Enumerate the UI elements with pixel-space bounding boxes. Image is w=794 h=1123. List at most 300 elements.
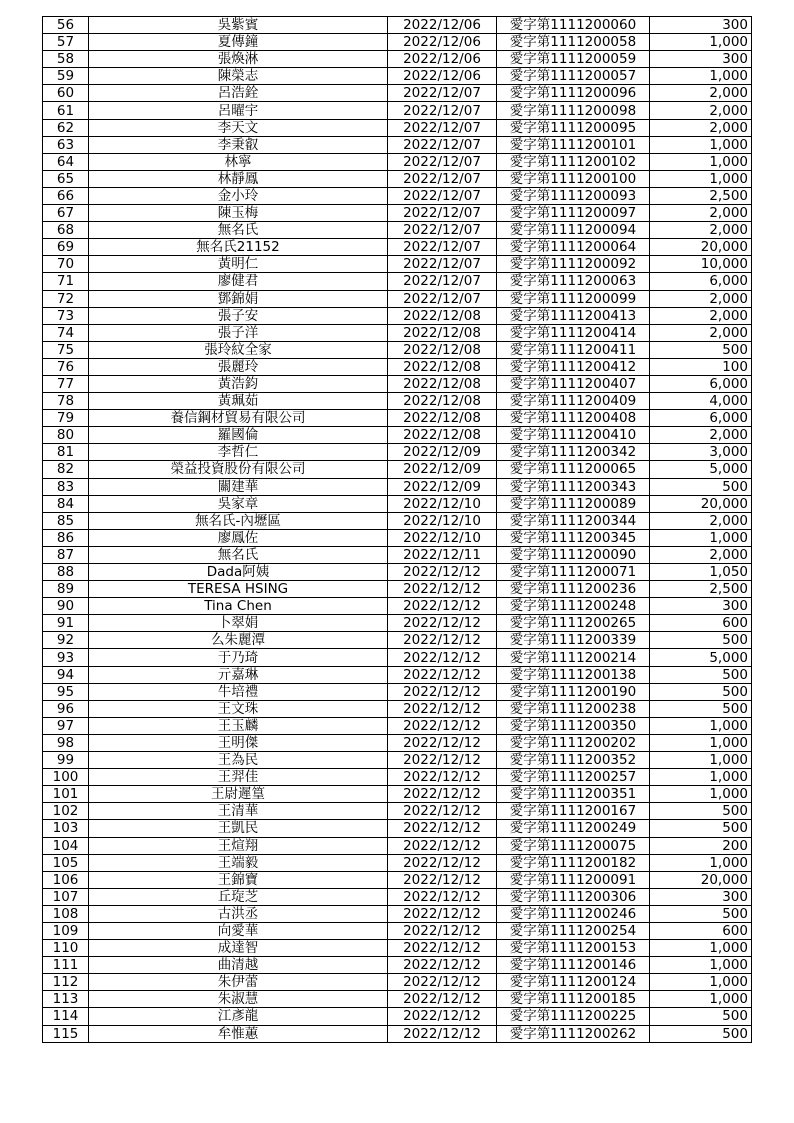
donation-date-cell: 2022/12/12 <box>388 871 497 888</box>
receipt-number-cell: 愛字第1111200407 <box>497 375 650 392</box>
table-row <box>43 683 752 700</box>
row-number-cell: 65 <box>43 170 89 187</box>
donor-name-cell: 陳榮志 <box>89 68 388 85</box>
receipt-number-cell: 愛字第1111200097 <box>497 205 650 222</box>
donation-date-cell: 2022/12/12 <box>388 752 497 769</box>
row-number-cell: 106 <box>43 871 89 888</box>
donor-name-cell: 李秉叡 <box>89 136 388 153</box>
donation-date-cell: 2022/12/12 <box>388 957 497 974</box>
receipt-number-cell: 愛字第1111200102 <box>497 153 650 170</box>
donation-date-cell: 2022/12/12 <box>388 1008 497 1025</box>
amount-cell: 2,000 <box>650 546 752 563</box>
donor-name-cell: 羅國倫 <box>89 427 388 444</box>
receipt-number-cell: 愛字第1111200075 <box>497 837 650 854</box>
donor-name-cell: 吳家章 <box>89 495 388 512</box>
amount-cell: 1,000 <box>650 136 752 153</box>
donor-name-cell: 江彥龍 <box>89 1008 388 1025</box>
amount-cell: 500 <box>650 683 752 700</box>
donation-date-cell: 2022/12/07 <box>388 239 497 256</box>
donation-date-cell: 2022/12/08 <box>388 307 497 324</box>
amount-cell: 5,000 <box>650 649 752 666</box>
receipt-number-cell: 愛字第1111200246 <box>497 905 650 922</box>
table-row <box>43 1025 752 1042</box>
donor-name-cell: 吳紫賓 <box>89 17 388 34</box>
row-number-cell: 109 <box>43 922 89 939</box>
amount-cell: 600 <box>650 615 752 632</box>
donation-list-sheet <box>42 16 752 1043</box>
amount-cell: 300 <box>650 598 752 615</box>
row-number-cell: 82 <box>43 461 89 478</box>
receipt-number-cell: 愛字第1111200350 <box>497 717 650 734</box>
table-row <box>43 307 752 324</box>
table-row <box>43 222 752 239</box>
donation-date-cell: 2022/12/12 <box>388 905 497 922</box>
donation-date-cell: 2022/12/12 <box>388 717 497 734</box>
donor-name-cell: 林寧 <box>89 153 388 170</box>
donation-table-body <box>43 17 752 1043</box>
row-number-cell: 85 <box>43 512 89 529</box>
table-row <box>43 734 752 751</box>
donor-name-cell: 張麗玲 <box>89 358 388 375</box>
row-number-cell: 77 <box>43 375 89 392</box>
table-row <box>43 358 752 375</box>
receipt-number-cell: 愛字第1111200238 <box>497 700 650 717</box>
row-number-cell: 105 <box>43 854 89 871</box>
table-row <box>43 427 752 444</box>
amount-cell: 500 <box>650 700 752 717</box>
receipt-number-cell: 愛字第1111200225 <box>497 1008 650 1025</box>
receipt-number-cell: 愛字第1111200167 <box>497 803 650 820</box>
row-number-cell: 90 <box>43 598 89 615</box>
table-row <box>43 51 752 68</box>
receipt-number-cell: 愛字第1111200182 <box>497 854 650 871</box>
amount-cell: 20,000 <box>650 871 752 888</box>
row-number-cell: 84 <box>43 495 89 512</box>
table-row <box>43 957 752 974</box>
amount-cell: 300 <box>650 51 752 68</box>
donor-name-cell: 王羿佳 <box>89 769 388 786</box>
donation-date-cell: 2022/12/07 <box>388 273 497 290</box>
row-number-cell: 104 <box>43 837 89 854</box>
donation-date-cell: 2022/12/09 <box>388 444 497 461</box>
row-number-cell: 60 <box>43 85 89 102</box>
table-row <box>43 273 752 290</box>
donor-name-cell: 王端毅 <box>89 854 388 871</box>
receipt-number-cell: 愛字第1111200343 <box>497 478 650 495</box>
table-row <box>43 256 752 273</box>
donation-date-cell: 2022/12/08 <box>388 393 497 410</box>
receipt-number-cell: 愛字第1111200408 <box>497 410 650 427</box>
table-row <box>43 854 752 871</box>
table-row <box>43 461 752 478</box>
amount-cell: 2,000 <box>650 205 752 222</box>
donation-date-cell: 2022/12/06 <box>388 68 497 85</box>
row-number-cell: 108 <box>43 905 89 922</box>
table-row <box>43 752 752 769</box>
amount-cell: 500 <box>650 632 752 649</box>
amount-cell: 2,500 <box>650 581 752 598</box>
donor-name-cell: 林靜鳳 <box>89 170 388 187</box>
donation-date-cell: 2022/12/07 <box>388 119 497 136</box>
row-number-cell: 91 <box>43 615 89 632</box>
amount-cell: 200 <box>650 837 752 854</box>
amount-cell: 1,000 <box>650 34 752 51</box>
receipt-number-cell: 愛字第1111200089 <box>497 495 650 512</box>
donation-date-cell: 2022/12/10 <box>388 495 497 512</box>
receipt-number-cell: 愛字第1111200064 <box>497 239 650 256</box>
table-row <box>43 940 752 957</box>
row-number-cell: 67 <box>43 205 89 222</box>
donation-date-cell: 2022/12/12 <box>388 837 497 854</box>
donation-date-cell: 2022/12/07 <box>388 290 497 307</box>
donor-name-cell: 王清華 <box>89 803 388 820</box>
row-number-cell: 70 <box>43 256 89 273</box>
donation-date-cell: 2022/12/08 <box>388 324 497 341</box>
donation-date-cell: 2022/12/12 <box>388 888 497 905</box>
amount-cell: 6,000 <box>650 410 752 427</box>
row-number-cell: 115 <box>43 1025 89 1042</box>
table-row <box>43 922 752 939</box>
row-number-cell: 81 <box>43 444 89 461</box>
receipt-number-cell: 愛字第1111200344 <box>497 512 650 529</box>
donor-name-cell: 夏傳鐘 <box>89 34 388 51</box>
donation-date-cell: 2022/12/08 <box>388 341 497 358</box>
donor-name-cell: 么朱麗潭 <box>89 632 388 649</box>
table-row <box>43 17 752 34</box>
row-number-cell: 56 <box>43 17 89 34</box>
row-number-cell: 97 <box>43 717 89 734</box>
row-number-cell: 95 <box>43 683 89 700</box>
amount-cell: 2,000 <box>650 102 752 119</box>
donor-name-cell: 朱淑慧 <box>89 991 388 1008</box>
receipt-number-cell: 愛字第1111200138 <box>497 666 650 683</box>
amount-cell: 500 <box>650 478 752 495</box>
donor-name-cell: 金小玲 <box>89 187 388 204</box>
table-row <box>43 837 752 854</box>
amount-cell: 1,000 <box>650 529 752 546</box>
donor-name-cell: 曲清越 <box>89 957 388 974</box>
donor-name-cell: 無名氏 <box>89 222 388 239</box>
receipt-number-cell: 愛字第1111200248 <box>497 598 650 615</box>
amount-cell: 100 <box>650 358 752 375</box>
row-number-cell: 68 <box>43 222 89 239</box>
receipt-number-cell: 愛字第1111200101 <box>497 136 650 153</box>
donation-date-cell: 2022/12/09 <box>388 478 497 495</box>
donation-date-cell: 2022/12/10 <box>388 529 497 546</box>
donation-table <box>42 16 752 1043</box>
donor-name-cell: 王錦寶 <box>89 871 388 888</box>
donor-name-cell: 張煥淋 <box>89 51 388 68</box>
amount-cell: 2,000 <box>650 512 752 529</box>
amount-cell: 1,000 <box>650 153 752 170</box>
donor-name-cell: 李哲仁 <box>89 444 388 461</box>
table-row <box>43 495 752 512</box>
amount-cell: 300 <box>650 888 752 905</box>
receipt-number-cell: 愛字第1111200249 <box>497 820 650 837</box>
row-number-cell: 94 <box>43 666 89 683</box>
row-number-cell: 66 <box>43 187 89 204</box>
receipt-number-cell: 愛字第1111200409 <box>497 393 650 410</box>
donor-name-cell: 王文珠 <box>89 700 388 717</box>
row-number-cell: 75 <box>43 341 89 358</box>
row-number-cell: 114 <box>43 1008 89 1025</box>
table-row <box>43 786 752 803</box>
amount-cell: 1,000 <box>650 957 752 974</box>
amount-cell: 1,000 <box>650 170 752 187</box>
amount-cell: 1,000 <box>650 717 752 734</box>
amount-cell: 2,000 <box>650 290 752 307</box>
row-number-cell: 88 <box>43 564 89 581</box>
donation-date-cell: 2022/12/08 <box>388 375 497 392</box>
donor-name-cell: 朱伊蕾 <box>89 974 388 991</box>
receipt-number-cell: 愛字第1111200096 <box>497 85 650 102</box>
donation-date-cell: 2022/12/12 <box>388 649 497 666</box>
receipt-number-cell: 愛字第1111200100 <box>497 170 650 187</box>
donation-date-cell: 2022/12/07 <box>388 205 497 222</box>
receipt-number-cell: 愛字第1111200124 <box>497 974 650 991</box>
receipt-number-cell: 愛字第1111200146 <box>497 957 650 974</box>
amount-cell: 1,000 <box>650 974 752 991</box>
donor-name-cell: 廖健君 <box>89 273 388 290</box>
table-row <box>43 187 752 204</box>
donation-date-cell: 2022/12/12 <box>388 940 497 957</box>
receipt-number-cell: 愛字第1111200092 <box>497 256 650 273</box>
donation-date-cell: 2022/12/12 <box>388 820 497 837</box>
donation-date-cell: 2022/12/12 <box>388 922 497 939</box>
donation-date-cell: 2022/12/12 <box>388 1025 497 1042</box>
amount-cell: 500 <box>650 1008 752 1025</box>
donation-date-cell: 2022/12/12 <box>388 564 497 581</box>
donor-name-cell: Dada阿姨 <box>89 564 388 581</box>
row-number-cell: 58 <box>43 51 89 68</box>
row-number-cell: 61 <box>43 102 89 119</box>
table-row <box>43 564 752 581</box>
row-number-cell: 86 <box>43 529 89 546</box>
table-row <box>43 974 752 991</box>
donation-date-cell: 2022/12/12 <box>388 734 497 751</box>
amount-cell: 1,000 <box>650 752 752 769</box>
table-row <box>43 598 752 615</box>
receipt-number-cell: 愛字第1111200058 <box>497 34 650 51</box>
donation-date-cell: 2022/12/06 <box>388 34 497 51</box>
row-number-cell: 76 <box>43 358 89 375</box>
receipt-number-cell: 愛字第1111200091 <box>497 871 650 888</box>
receipt-number-cell: 愛字第1111200262 <box>497 1025 650 1042</box>
table-row <box>43 991 752 1008</box>
donor-name-cell: 王玉麟 <box>89 717 388 734</box>
table-row <box>43 717 752 734</box>
amount-cell: 300 <box>650 17 752 34</box>
amount-cell: 5,000 <box>650 461 752 478</box>
row-number-cell: 63 <box>43 136 89 153</box>
table-row <box>43 871 752 888</box>
table-row <box>43 393 752 410</box>
row-number-cell: 103 <box>43 820 89 837</box>
amount-cell: 10,000 <box>650 256 752 273</box>
donation-date-cell: 2022/12/12 <box>388 581 497 598</box>
table-row <box>43 444 752 461</box>
receipt-number-cell: 愛字第1111200265 <box>497 615 650 632</box>
table-row <box>43 85 752 102</box>
table-row <box>43 68 752 85</box>
row-number-cell: 62 <box>43 119 89 136</box>
table-row <box>43 324 752 341</box>
receipt-number-cell: 愛字第1111200098 <box>497 102 650 119</box>
donation-date-cell: 2022/12/12 <box>388 803 497 820</box>
receipt-number-cell: 愛字第1111200342 <box>497 444 650 461</box>
donor-name-cell: 王明傑 <box>89 734 388 751</box>
receipt-number-cell: 愛字第1111200094 <box>497 222 650 239</box>
donation-date-cell: 2022/12/07 <box>388 85 497 102</box>
donor-name-cell: 呂浩銓 <box>89 85 388 102</box>
donor-name-cell: 黃珮茹 <box>89 393 388 410</box>
donor-name-cell: 呂曜宇 <box>89 102 388 119</box>
row-number-cell: 87 <box>43 546 89 563</box>
receipt-number-cell: 愛字第1111200214 <box>497 649 650 666</box>
table-row <box>43 136 752 153</box>
row-number-cell: 73 <box>43 307 89 324</box>
receipt-number-cell: 愛字第1111200202 <box>497 734 650 751</box>
donor-name-cell: 榮益投資股份有限公司 <box>89 461 388 478</box>
donation-date-cell: 2022/12/11 <box>388 546 497 563</box>
table-row <box>43 615 752 632</box>
donation-date-cell: 2022/12/07 <box>388 256 497 273</box>
amount-cell: 500 <box>650 341 752 358</box>
row-number-cell: 69 <box>43 239 89 256</box>
row-number-cell: 79 <box>43 410 89 427</box>
receipt-number-cell: 愛字第1111200153 <box>497 940 650 957</box>
donation-date-cell: 2022/12/12 <box>388 854 497 871</box>
row-number-cell: 64 <box>43 153 89 170</box>
amount-cell: 500 <box>650 803 752 820</box>
donor-name-cell: 王尉遲篁 <box>89 786 388 803</box>
amount-cell: 2,000 <box>650 85 752 102</box>
donation-date-cell: 2022/12/07 <box>388 153 497 170</box>
donor-name-cell: 張子洋 <box>89 324 388 341</box>
donor-name-cell: TERESA HSING <box>89 581 388 598</box>
table-row <box>43 666 752 683</box>
amount-cell: 2,000 <box>650 324 752 341</box>
table-row <box>43 239 752 256</box>
donation-date-cell: 2022/12/12 <box>388 974 497 991</box>
row-number-cell: 111 <box>43 957 89 974</box>
row-number-cell: 101 <box>43 786 89 803</box>
table-row <box>43 1008 752 1025</box>
donation-date-cell: 2022/12/08 <box>388 410 497 427</box>
receipt-number-cell: 愛字第1111200413 <box>497 307 650 324</box>
donation-date-cell: 2022/12/07 <box>388 102 497 119</box>
table-row <box>43 803 752 820</box>
receipt-number-cell: 愛字第1111200411 <box>497 341 650 358</box>
amount-cell: 4,000 <box>650 393 752 410</box>
donor-name-cell: 鄧錦娟 <box>89 290 388 307</box>
receipt-number-cell: 愛字第1111200236 <box>497 581 650 598</box>
amount-cell: 2,500 <box>650 187 752 204</box>
amount-cell: 6,000 <box>650 375 752 392</box>
donor-name-cell: 牛培禮 <box>89 683 388 700</box>
receipt-number-cell: 愛字第1111200060 <box>497 17 650 34</box>
donor-name-cell: 牟惟蕙 <box>89 1025 388 1042</box>
donor-name-cell: 無名氏 <box>89 546 388 563</box>
table-row <box>43 34 752 51</box>
donor-name-cell: 養信鋼材貿易有限公司 <box>89 410 388 427</box>
row-number-cell: 74 <box>43 324 89 341</box>
row-number-cell: 89 <box>43 581 89 598</box>
table-row <box>43 410 752 427</box>
receipt-number-cell: 愛字第1111200099 <box>497 290 650 307</box>
receipt-number-cell: 愛字第1111200414 <box>497 324 650 341</box>
donor-name-cell: 陳玉梅 <box>89 205 388 222</box>
amount-cell: 2,000 <box>650 307 752 324</box>
donor-name-cell: 廖鳳佐 <box>89 529 388 546</box>
donation-date-cell: 2022/12/06 <box>388 17 497 34</box>
table-row <box>43 102 752 119</box>
row-number-cell: 59 <box>43 68 89 85</box>
table-row <box>43 546 752 563</box>
table-row <box>43 205 752 222</box>
row-number-cell: 110 <box>43 940 89 957</box>
donation-date-cell: 2022/12/12 <box>388 700 497 717</box>
row-number-cell: 78 <box>43 393 89 410</box>
table-row <box>43 581 752 598</box>
amount-cell: 500 <box>650 905 752 922</box>
amount-cell: 6,000 <box>650 273 752 290</box>
amount-cell: 3,000 <box>650 444 752 461</box>
row-number-cell: 98 <box>43 734 89 751</box>
receipt-number-cell: 愛字第1111200351 <box>497 786 650 803</box>
receipt-number-cell: 愛字第1111200257 <box>497 769 650 786</box>
donor-name-cell: 丘琁芝 <box>89 888 388 905</box>
table-row <box>43 529 752 546</box>
amount-cell: 600 <box>650 922 752 939</box>
donor-name-cell: 成達智 <box>89 940 388 957</box>
table-row <box>43 700 752 717</box>
row-number-cell: 57 <box>43 34 89 51</box>
donor-name-cell: 李天文 <box>89 119 388 136</box>
receipt-number-cell: 愛字第1111200254 <box>497 922 650 939</box>
donor-name-cell: 張玲紋全家 <box>89 341 388 358</box>
donor-name-cell: 亓嘉琳 <box>89 666 388 683</box>
row-number-cell: 112 <box>43 974 89 991</box>
receipt-number-cell: 愛字第1111200071 <box>497 564 650 581</box>
row-number-cell: 100 <box>43 769 89 786</box>
donation-date-cell: 2022/12/08 <box>388 427 497 444</box>
table-row <box>43 632 752 649</box>
row-number-cell: 93 <box>43 649 89 666</box>
receipt-number-cell: 愛字第1111200412 <box>497 358 650 375</box>
receipt-number-cell: 愛字第1111200065 <box>497 461 650 478</box>
row-number-cell: 80 <box>43 427 89 444</box>
donor-name-cell: 王為民 <box>89 752 388 769</box>
row-number-cell: 113 <box>43 991 89 1008</box>
donor-name-cell: 古洪丞 <box>89 905 388 922</box>
donation-date-cell: 2022/12/12 <box>388 769 497 786</box>
table-row <box>43 888 752 905</box>
amount-cell: 1,000 <box>650 734 752 751</box>
receipt-number-cell: 愛字第1111200093 <box>497 187 650 204</box>
receipt-number-cell: 愛字第1111200345 <box>497 529 650 546</box>
donor-name-cell: 無名氏21152 <box>89 239 388 256</box>
donation-date-cell: 2022/12/09 <box>388 461 497 478</box>
donor-name-cell: 向愛華 <box>89 922 388 939</box>
donation-date-cell: 2022/12/12 <box>388 598 497 615</box>
donation-date-cell: 2022/12/12 <box>388 786 497 803</box>
amount-cell: 1,000 <box>650 991 752 1008</box>
amount-cell: 1,000 <box>650 854 752 871</box>
amount-cell: 20,000 <box>650 495 752 512</box>
row-number-cell: 96 <box>43 700 89 717</box>
receipt-number-cell: 愛字第1111200339 <box>497 632 650 649</box>
